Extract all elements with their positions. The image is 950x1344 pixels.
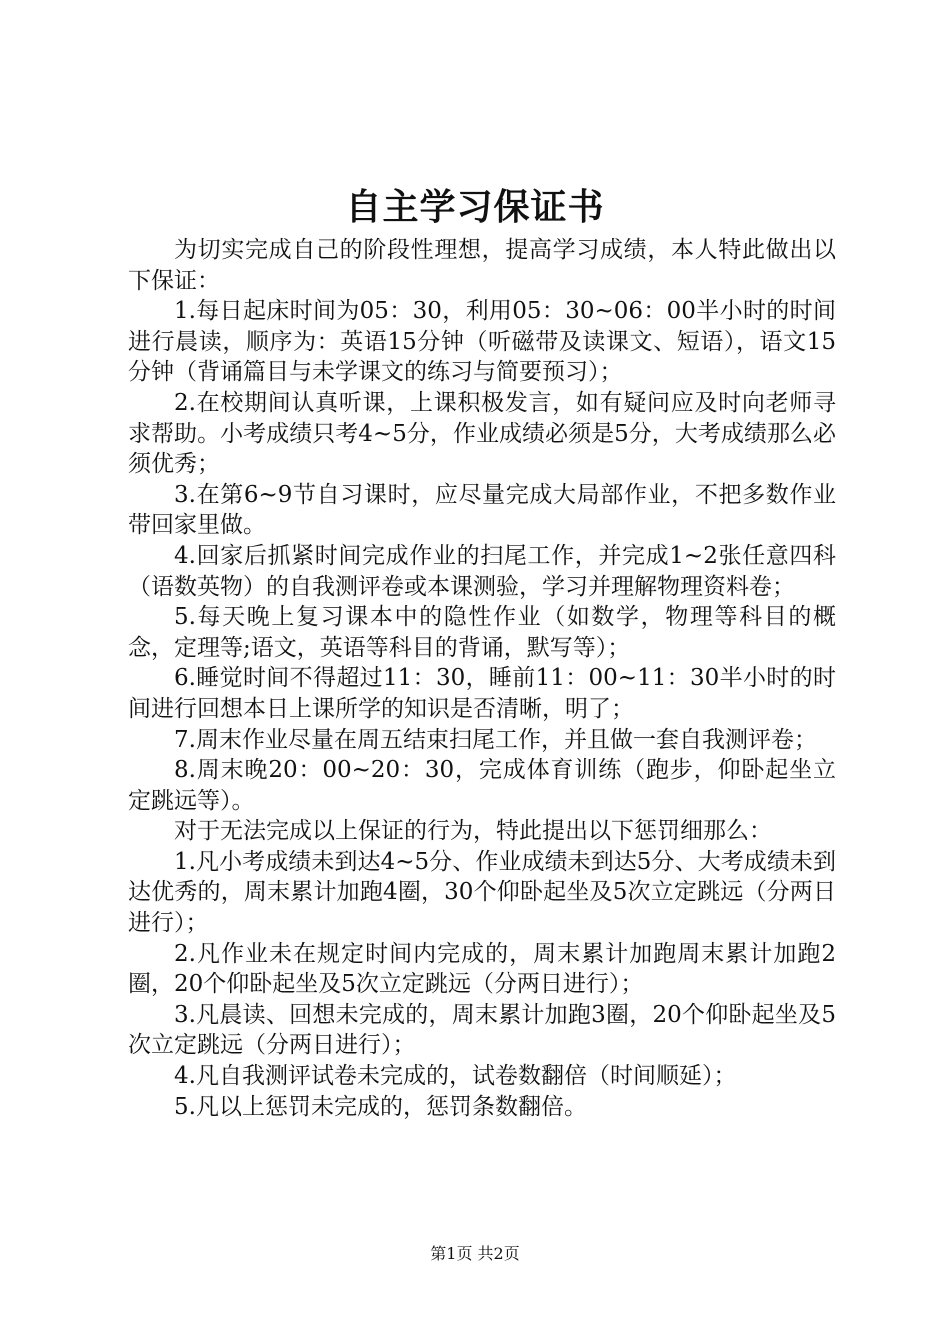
- paragraph-item-1: 1.每日起床时间为05：30，利用05：30~06：00半小时的时间进行晨读，顺序为：英语15分钟（听磁带及读课文、短语），语文15分钟（背诵篇目与未学课文的练习与简要预习）；: [128, 298, 836, 386]
- paragraph-item-8: 8.周末晚20：00~20：30，完成体育训练（跑步，仰卧起坐立定跳远等）。: [128, 757, 836, 814]
- document-body: [128, 235, 836, 1122]
- document-title: 自主学习保证书: [345, 186, 605, 228]
- paragraph-penalty-intro: 对于无法完成以上保证的行为，特此提出以下惩罚细那么：: [174, 818, 772, 845]
- paragraph-penalty-4: 4.凡自我测评试卷未完成的，试卷数翻倍（时间顺延）；: [174, 1063, 737, 1090]
- paragraph-item-3: 3.在第6~9节自习课时，应尽量完成大局部作业，不把多数作业带回家里做。: [128, 481, 836, 539]
- paragraph-penalty-2: 2.凡作业未在规定时间内完成的，周末累计加跑周末累计加跑2圈，20个仰卧起坐及5次立定跳远（分两日进行）；: [128, 940, 836, 998]
- paragraph-item-4: 4.回家后抓紧时间完成作业的扫尾工作，并完成1~2张任意四科（语数英物）的自我测评卷或本课测验，学习并理解物理资料卷；: [128, 542, 836, 600]
- paragraph-penalty-1: 1.凡小考成绩未到达4~5分、作业成绩未到达5分、大考成绩未到达优秀的，周末累计加跑4圈，30个仰卧起坐及5次立定跳远（分两日进行）；: [128, 848, 836, 937]
- paragraph-intro: 为切实完成自己的阶段性理想，提高学习成绩，本人特此做出以下保证：: [128, 237, 836, 294]
- paragraph-item-2: 2.在校期间认真听课，上课积极发言，如有疑问应及时向老师寻求帮助。小考成绩只考4~5分，作业成绩必须是5分，大考成绩那么必须优秀；: [128, 389, 836, 478]
- paragraph-penalty-5: 5.凡以上惩罚未完成的，惩罚条数翻倍。: [174, 1093, 587, 1120]
- paragraph-item-5: 5.每天晚上复习课本中的隐性作业（如数学，物理等科目的概念，定理等;语文，英语等科目的背诵，默写等）；: [128, 604, 836, 661]
- paragraph-item-6: 6.睡觉时间不得超过11：30，睡前11：00~11：30半小时的时间进行回想本日上课所学的知识是否清晰，明了；: [128, 665, 836, 722]
- paragraph-item-7: 7.周末作业尽量在周五结束扫尾工作，并且做一套自我测评卷；: [174, 726, 817, 753]
- page-number-footer: 第1页 共2页: [430, 1244, 520, 1263]
- paragraph-penalty-3: 3.凡晨读、回想未完成的，周末累计加跑3圈，20个仰卧起坐及5次立定跳远（分两日进行）；: [128, 1001, 836, 1059]
